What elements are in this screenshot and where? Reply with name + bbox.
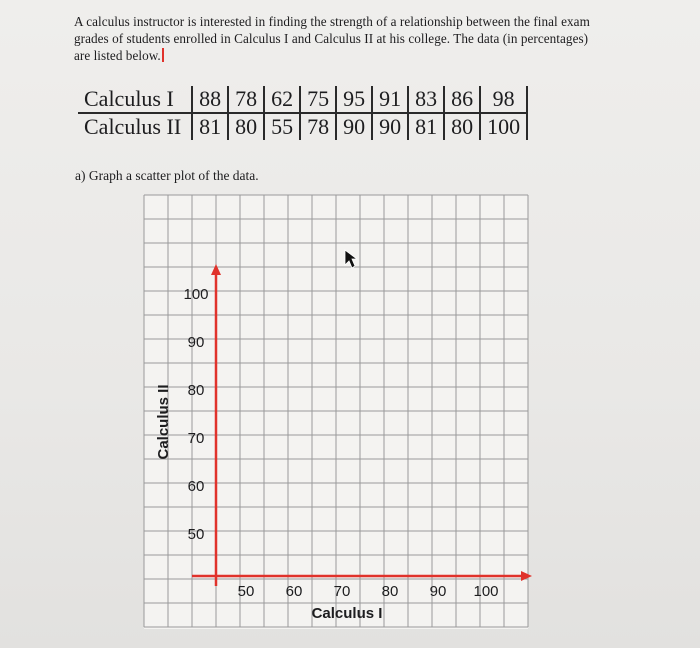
y-tick-label: 70: [187, 430, 205, 447]
y-tick-label: 60: [187, 478, 205, 495]
table-cell: 90: [336, 113, 372, 140]
question-a: a) Graph a scatter plot of the data.: [75, 168, 259, 183]
x-tick-label: 100: [473, 583, 499, 600]
y-tick-label: 80: [187, 382, 205, 399]
y-tick-label: 90: [187, 334, 205, 351]
table-cell: 88: [192, 86, 228, 113]
row-label-calculus-2: Calculus II: [84, 114, 182, 139]
intro-line-2: grades of students enrolled in Calculus I and Calculus II at his college. The data (in percentages): [74, 31, 589, 46]
table-cell: 81: [192, 113, 228, 140]
x-tick-label: 80: [381, 583, 399, 600]
table-cell: 78: [228, 86, 264, 113]
table-cell: 95: [336, 86, 372, 113]
x-tick-label: 90: [429, 583, 447, 600]
table-cell: 100: [480, 113, 527, 140]
x-tick-label: 50: [237, 583, 255, 600]
x-tick-label: 60: [285, 583, 303, 600]
table-cell: 78: [300, 113, 336, 140]
row-label-calculus-1: Calculus I: [78, 86, 192, 113]
table-cell: 91: [372, 86, 408, 113]
intro-line-1: A calculus instructor is interested in finding the strength of a relationship between the final exam: [74, 14, 590, 29]
x-tick-label: 70: [333, 583, 351, 600]
table-cell: 62: [264, 86, 300, 113]
intro-line-3: are listed below.: [74, 48, 161, 63]
y-tick-label: 50: [187, 526, 205, 543]
table-cell: 81: [408, 113, 444, 140]
table-cell: 80: [228, 113, 264, 140]
table-cell: 98: [480, 86, 527, 113]
y-tick-label: 100: [183, 286, 209, 303]
table-cell: 90: [372, 113, 408, 140]
table-cell: 83: [408, 86, 444, 113]
y-axis-label: Calculus II: [155, 384, 172, 460]
table-cell: 55: [264, 113, 300, 140]
table-cell: 86: [444, 86, 480, 113]
x-axis-label: Calculus I: [311, 605, 383, 622]
table-cell: 75: [300, 86, 336, 113]
table-cell: 80: [444, 113, 480, 140]
